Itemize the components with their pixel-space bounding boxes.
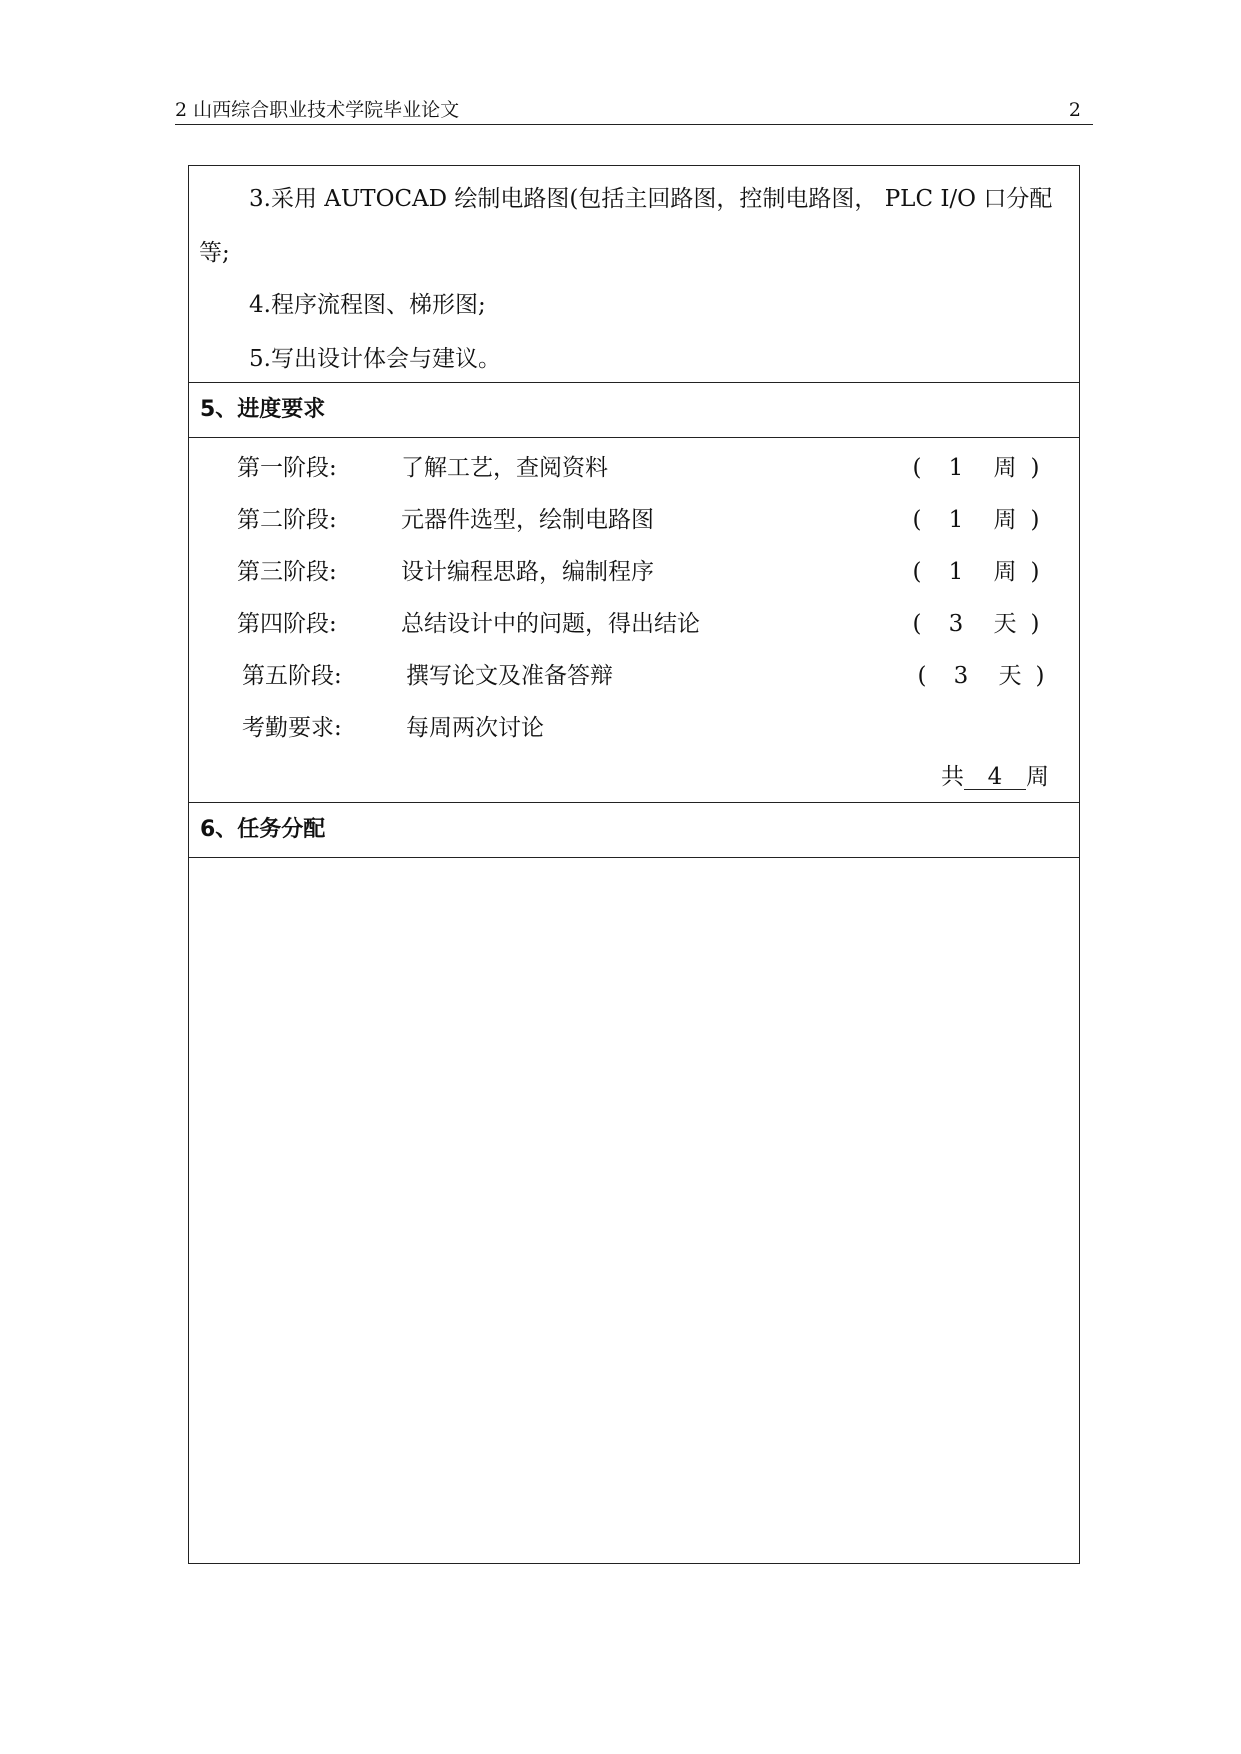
- stage-4-duration: ( 3 天 ): [912, 611, 1040, 637]
- stage-5-duration: ( 3 天 ): [917, 663, 1045, 689]
- section-6-heading: 6、任务分配: [200, 817, 326, 842]
- stage-3-duration: ( 1 周 ): [912, 559, 1040, 585]
- content-item-3-line1: 3.采用 AUTOCAD 绘制电路图(包括主回路图，控制电路图， PLC I/O 口分配: [249, 186, 1053, 212]
- content-item-4: 4.程序流程图、梯形图;: [249, 292, 486, 318]
- section-5-heading-cell: [189, 383, 1079, 438]
- total-value: 4: [964, 765, 1026, 790]
- stage-3-label: 第三阶段:: [237, 559, 337, 585]
- section-5-heading: 5、进度要求: [200, 397, 326, 422]
- content-item-5: 5.写出设计体会与建议。: [249, 346, 501, 372]
- attendance-label: 考勤要求:: [242, 715, 342, 741]
- attendance-text: 每周两次讨论: [406, 715, 544, 741]
- stage-5-task: 撰写论文及准备答辩: [406, 663, 613, 689]
- stage-4-task: 总结设计中的问题，得出结论: [401, 611, 700, 637]
- stage-2-task: 元器件选型，绘制电路图: [401, 507, 654, 533]
- task-assignment-area: [189, 858, 1079, 1563]
- schedule-cell: [189, 438, 1079, 803]
- content-item-3-line2: 等;: [199, 240, 230, 266]
- stage-2-duration: ( 1 周 ): [912, 507, 1040, 533]
- content-items-cell: [189, 166, 1079, 383]
- total-unit: 周: [1026, 764, 1049, 790]
- task-table: [188, 165, 1080, 1564]
- total-duration: [941, 762, 1049, 792]
- stage-1-task: 了解工艺，查阅资料: [401, 455, 608, 481]
- stage-1-label: 第一阶段:: [237, 455, 337, 481]
- page-header: [175, 98, 1093, 125]
- stage-2-label: 第二阶段:: [237, 507, 337, 533]
- stage-5-label: 第五阶段:: [242, 663, 342, 689]
- header-title: 2 山西综合职业技术学院毕业论文: [175, 99, 460, 121]
- stage-1-duration: ( 1 周 ): [912, 455, 1040, 481]
- page-number: 2: [1068, 99, 1081, 121]
- stage-3-task: 设计编程思路，编制程序: [401, 559, 654, 585]
- section-6-heading-cell: [189, 803, 1079, 858]
- stage-4-label: 第四阶段:: [237, 611, 337, 637]
- total-prefix: 共: [941, 764, 964, 790]
